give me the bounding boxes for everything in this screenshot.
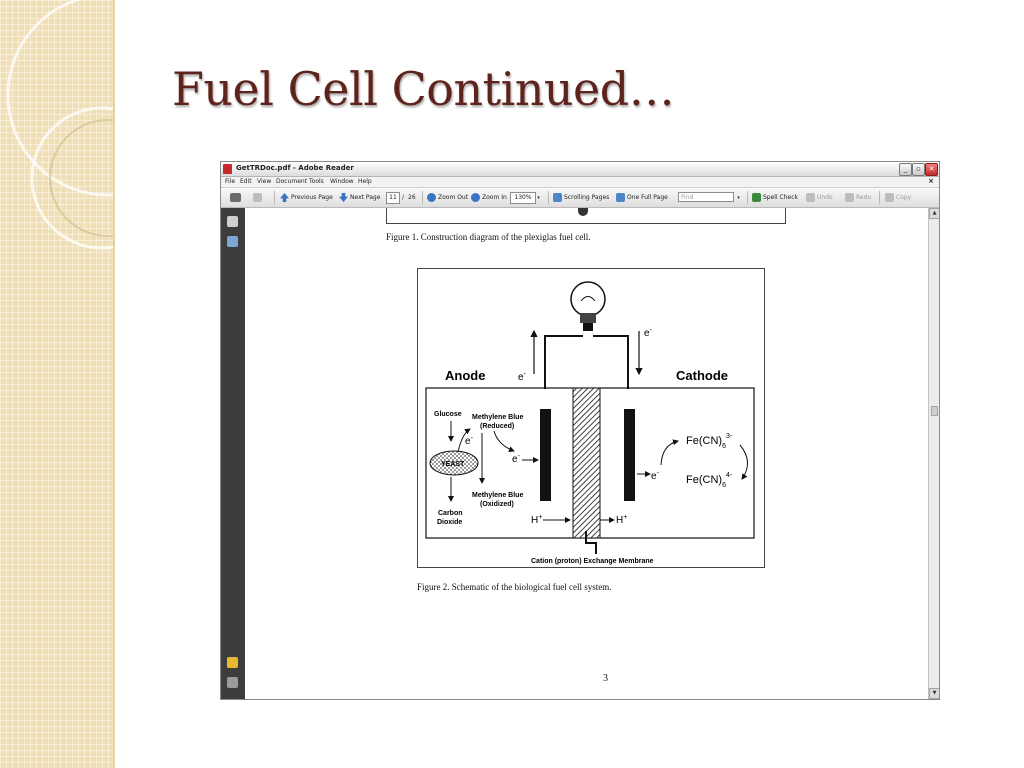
toolbar-separator bbox=[422, 191, 423, 204]
email-button[interactable] bbox=[253, 192, 264, 204]
anode-label: Anode bbox=[445, 368, 486, 383]
menu-tools[interactable]: Tools bbox=[309, 178, 324, 185]
ferrocyanide-label: $Fe(CN)_6^{4-}$ bbox=[686, 472, 733, 489]
scrolling-pages-label: Scrolling Pages bbox=[564, 194, 610, 201]
find-dropdown-chevron-icon[interactable]: ▾ bbox=[737, 195, 740, 201]
redo-icon bbox=[845, 193, 854, 202]
page-total: 26 bbox=[408, 194, 416, 201]
undo-button[interactable] bbox=[806, 192, 833, 204]
proton-label: H+ bbox=[531, 514, 543, 526]
next-page-button[interactable] bbox=[339, 192, 380, 204]
previous-page-button[interactable] bbox=[280, 192, 333, 204]
menu-document[interactable]: Document bbox=[276, 178, 308, 185]
electron-label: e- bbox=[644, 327, 652, 339]
find-input[interactable]: Find bbox=[678, 192, 734, 202]
email-icon bbox=[253, 193, 262, 202]
menu-file[interactable]: File bbox=[225, 178, 236, 185]
menu-help[interactable]: Help bbox=[358, 178, 372, 185]
cathode-label: Cathode bbox=[676, 368, 728, 383]
toolbar-separator bbox=[879, 191, 880, 204]
decorative-side-strip bbox=[0, 0, 113, 768]
carbon-dioxide-label: Carbon Dioxide bbox=[437, 510, 463, 526]
toolbar-separator bbox=[747, 191, 748, 204]
yeast-label: YEAST bbox=[441, 461, 465, 468]
scroll-up-chevron-icon[interactable]: ▲ bbox=[929, 208, 939, 219]
close-button[interactable]: ✕ bbox=[925, 163, 938, 176]
navigation-panel bbox=[221, 208, 245, 699]
glucose-label: Glucose bbox=[434, 411, 462, 418]
toolbar bbox=[221, 188, 939, 208]
zoom-in-label: Zoom In bbox=[482, 194, 507, 201]
print-button[interactable] bbox=[230, 192, 243, 204]
redo-button[interactable] bbox=[845, 192, 871, 204]
decorative-arcs bbox=[0, 0, 113, 768]
spell-check-button[interactable] bbox=[752, 192, 798, 204]
proton-exchange-membrane bbox=[573, 388, 600, 538]
adobe-reader-window bbox=[221, 162, 939, 699]
electron-label: e- bbox=[651, 470, 659, 482]
zoom-out-label: Zoom Out bbox=[438, 194, 469, 201]
page-separator: / bbox=[402, 194, 405, 201]
minimize-button[interactable]: _ bbox=[899, 163, 912, 176]
restore-button[interactable]: ▫ bbox=[912, 163, 925, 176]
proton-label: H+ bbox=[616, 514, 628, 526]
strip-divider bbox=[113, 0, 115, 768]
schematic-drawing bbox=[418, 269, 764, 567]
zoom-out-button[interactable] bbox=[427, 192, 468, 204]
figure1-frame-bottom bbox=[386, 208, 786, 224]
zoom-out-icon bbox=[427, 193, 436, 202]
document-area bbox=[245, 208, 928, 699]
copy-icon bbox=[885, 193, 894, 202]
zoom-level-input[interactable]: 130% bbox=[510, 192, 536, 204]
previous-page-label: Previous Page bbox=[291, 194, 333, 201]
slide-title: Fuel Cell Continued… bbox=[172, 62, 675, 116]
ferricyanide-label: $Fe(CN)_6^{3-}$ bbox=[686, 433, 733, 450]
printer-icon bbox=[230, 193, 241, 202]
vertical-scrollbar[interactable] bbox=[928, 208, 939, 699]
copy-button[interactable] bbox=[885, 192, 911, 204]
menu-bar bbox=[221, 177, 939, 188]
spell-check-label: Spell Check bbox=[763, 194, 799, 201]
undo-icon bbox=[806, 193, 815, 202]
pdf-page bbox=[245, 208, 928, 699]
document-close-button[interactable]: × bbox=[928, 177, 934, 185]
electron-label: e- bbox=[465, 435, 473, 447]
comments-icon[interactable] bbox=[227, 657, 238, 668]
one-full-page-button[interactable] bbox=[616, 192, 668, 204]
menu-view[interactable]: View bbox=[257, 178, 272, 185]
pages-icon[interactable] bbox=[227, 216, 238, 227]
zoom-in-button[interactable] bbox=[471, 192, 507, 204]
one-full-page-icon bbox=[616, 193, 625, 202]
figure1-caption: Figure 1. Construction diagram of the plexiglas fuel cell. bbox=[386, 232, 591, 242]
menu-edit[interactable]: Edit bbox=[240, 178, 252, 185]
scrolling-pages-button[interactable] bbox=[553, 192, 609, 204]
anode-electrode bbox=[540, 409, 551, 501]
methylene-blue-oxidized-label: Methylene Blue (Oxidized) bbox=[472, 492, 524, 508]
electron-label: e- bbox=[518, 371, 526, 383]
menu-window[interactable]: Window bbox=[330, 178, 354, 185]
pdf-app-icon bbox=[223, 164, 232, 174]
light-bulb-icon bbox=[571, 282, 605, 331]
spell-check-icon bbox=[752, 193, 761, 202]
window-title: GetTRDoc.pdf - Adobe Reader bbox=[236, 164, 354, 172]
scroll-down-chevron-icon[interactable]: ▼ bbox=[929, 688, 939, 699]
page-number: 3 bbox=[603, 673, 608, 684]
copy-label: Copy bbox=[896, 194, 912, 201]
methylene-blue-reduced-label: Methylene Blue (Reduced) bbox=[472, 414, 524, 430]
zoom-dropdown-chevron-icon[interactable]: ▾ bbox=[537, 195, 540, 201]
toolbar-separator bbox=[274, 191, 275, 204]
zoom-in-icon bbox=[471, 193, 480, 202]
scrolling-pages-icon bbox=[553, 193, 562, 202]
window-titlebar bbox=[221, 162, 939, 177]
toolbar-separator bbox=[548, 191, 549, 204]
figure2-caption: Figure 2. Schematic of the biological fuel cell system. bbox=[417, 582, 612, 592]
electron-label: e- bbox=[512, 453, 520, 465]
next-page-label: Next Page bbox=[350, 194, 381, 201]
arrow-down-icon bbox=[339, 193, 348, 202]
page-number-input[interactable]: 11 bbox=[386, 192, 400, 204]
one-full-page-label: One Full Page bbox=[627, 194, 668, 201]
undo-label: Undo bbox=[817, 194, 833, 201]
figure1-partial-mark bbox=[578, 208, 588, 216]
cathode-electrode bbox=[624, 409, 635, 501]
arrow-up-icon bbox=[280, 193, 289, 202]
fuel-cell-schematic bbox=[417, 268, 765, 568]
redo-label: Redo bbox=[856, 194, 872, 201]
attachments-paperclip-icon[interactable] bbox=[227, 677, 238, 688]
membrane-label: Cation (proton) Exchange Membrane bbox=[531, 558, 654, 565]
scrollbar-thumb[interactable] bbox=[931, 406, 938, 416]
bookmarks-icon[interactable] bbox=[227, 236, 238, 247]
